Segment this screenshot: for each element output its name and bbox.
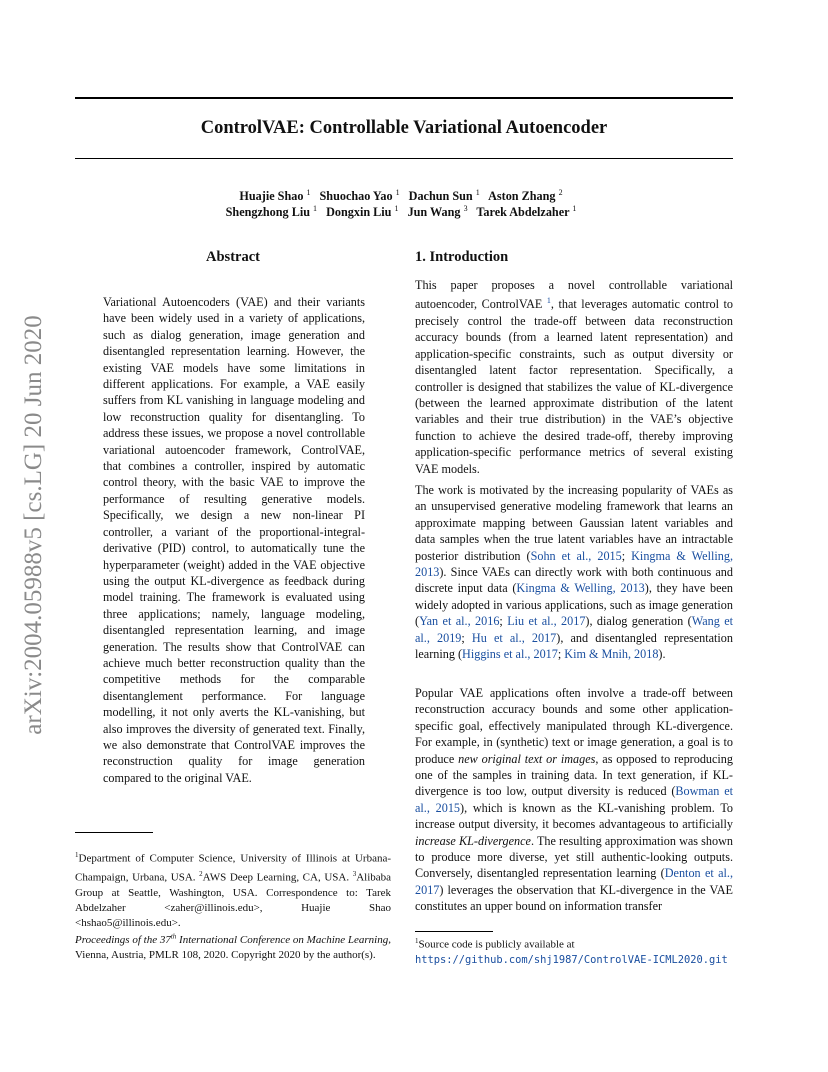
citation-link[interactable]: Denton et al., 2017 (415, 866, 733, 897)
citation-link[interactable]: Kingma & Welling, 2013 (516, 581, 645, 596)
author-affiliation-mark: 1 (394, 204, 399, 213)
footnote-text: Alibaba Group at Seattle, Washington, USA. Correspondence to: Tarek Abdelzaher <zaher@illinois.edu>, Huajie Shao <hshao5@illinois.edu>. (75, 871, 392, 930)
author-affiliation-mark: 1 (395, 188, 400, 197)
paragraph-text: ), they have been widely adopted in various applications, such as image generation ( (415, 581, 733, 629)
author-name: Shuochao Yao (319, 189, 393, 204)
footnote-text: Source code is publicly available at (418, 938, 575, 951)
paper-title: ControlVAE: Controllable Variational Autoencoder (200, 118, 608, 138)
paragraph-text: ), which is known as the KL-vanishing problem. To increase output diversity, it becomes advantageous to artificially (415, 800, 734, 832)
author-name: Huajie Shao (239, 189, 304, 204)
footnote-mark: 1 (75, 851, 79, 859)
citation-link[interactable]: Yan et al., 2016 (419, 614, 500, 629)
author-line-2 (75, 204, 733, 220)
author-name: Tarek Abdelzaher (476, 205, 570, 220)
citation-link[interactable]: Liu et al., 2017 (507, 614, 586, 629)
citation-link[interactable]: Sohn et al., 2015 (530, 548, 622, 563)
separator: ; (557, 647, 565, 662)
proceedings-note (75, 929, 391, 963)
paragraph-text: Popular VAE applications often involve a trade-off between reconstruction accuracy bounds and some other application-specific goal, effectively manipulated through KL-divergence. For example, in (synthetic) text or image generation, a goal is to produce (415, 686, 733, 766)
author-line-1 (75, 188, 733, 204)
citation-link[interactable]: Hu et al., 2017 (471, 630, 557, 645)
footnote-rule (75, 832, 153, 833)
proceedings-text: Proceedings of the (75, 933, 160, 946)
title-top-rule (75, 97, 733, 99)
author-name: Jun Wang (407, 205, 461, 220)
paragraph-text: . The resulting approximation was shown to produce more diverse, yet still authentic-looking outputs. Conversely, disentangled representation learning ( (415, 833, 733, 881)
author-affiliation-mark: 1 (572, 204, 577, 213)
proceedings-number: 37 (159, 933, 171, 946)
separator: ; (499, 614, 508, 629)
abstract-body: Variational Autoencoders (VAE) and their variants have been widely used in a variety of applications, such as dialog generation, image generation and disentangled representation learning. However, the existing VAE models have some limitations in different applications. For example, a VAE easily suffers from KL vanishing in language modeling and low reconstruction quality for disentangling. To address these issues, we propose a novel controllable variational autoencoder framework, ControlVAE, that combines a controller, inspired by automatic control theory, with the basic VAE to improve the performance of resulting generative models. Specifically, we design a new non-linear PI controller, a variant of the proportional-integral-derivative (PID) control, to automatically tune the hyperparameter (weight) added in the VAE objective using the output KL-divergence as feedback during model training. The framework is evaluated using three applications; namely, language modeling, disentangled representation learning, and image generation. The results show that ControlVAE can achieve much better reconstruction quality than the competitive methods for the comparable disentanglement performance. For language modelling, it not only averts the KL-vanishing, but also improves the diversity of generated text. Finally, we also demonstrate that ControlVAE improves the reconstruction quality for image generation compared to the original VAE. (103, 295, 365, 785)
paragraph-text: ). Since VAEs can directly work with both continuous and discrete input data ( (415, 565, 733, 596)
introduction-heading: 1. Introduction (415, 249, 509, 265)
citation-link[interactable]: Wang et al., 2019 (415, 614, 734, 645)
author-affiliation-mark: 1 (313, 204, 318, 213)
author-affiliation-mark: 2 (558, 188, 563, 197)
author-name: Dongxin Liu (326, 205, 392, 220)
proceedings-text: , Vienna, Austria, PMLR 108, 2020. Copyright 2020 by the author(s). (75, 933, 391, 961)
proceedings-text: International Conference on Machine Learning (176, 933, 389, 946)
footnote-mark: 2 (199, 869, 203, 878)
footnote-link[interactable]: 1 (546, 296, 551, 306)
intro-paragraph-1 (415, 277, 733, 477)
footnote-text: Department of Computer Science, University of Illinois at Urbana-Champaign, Urbana, USA. (75, 852, 391, 884)
intro-paragraph-3 (415, 685, 733, 915)
source-code-footnote (415, 934, 737, 969)
proceedings-ordinal: th (170, 932, 177, 940)
paragraph-text: , as opposed to reproducing one of the samples in training data. In text generation, if KL-divergence is too low, output diversity is reduced ( (415, 751, 733, 799)
intro-paragraph-2 (415, 482, 733, 662)
citation-link[interactable]: Kim & Mnih, 2018 (564, 647, 659, 662)
author-affiliation-mark: 1 (475, 188, 480, 197)
paragraph-text: , that leverages automatic control to precisely control the trade-off between data reconstruction accuracy bounds (from a learned latent representation) and application-specific constraints, such as output diversity or disentangled latent factor representation. Specifically, a controller is designed that stabilizes the value of KL-divergence (between the learned approximate distribution of the latent variables and their true distribution) in the VAE’s objective function to achieve the desired trade-off, thereby improving application-specific performance metrics of several existing VAE models. (415, 297, 733, 476)
author-affiliation-mark: 3 (463, 204, 468, 213)
title-bottom-rule (75, 158, 733, 159)
footnote-text: AWS Deep Learning, CA, USA. (202, 871, 353, 884)
paragraph-text: ), dialog generation ( (585, 614, 692, 629)
paragraph-text: The work is motivated by the increasing popularity of VAEs as an unsupervised generative modeling framework that learns an approximate mapping between Gaussian latent variables and data samples when the true latent variables have an intractable posterior distribution ( (415, 483, 733, 563)
affiliation-footnote (75, 848, 391, 931)
footnote-rule (415, 931, 493, 932)
emphasis-text: new original text or images (458, 751, 596, 766)
paragraph-text: ) leverages the observation that KL-divergence in the VAE constitutes an upper bound on information transfer (415, 882, 733, 914)
separator: ; (461, 630, 472, 645)
citation-link[interactable]: Higgins et al., 2017 (462, 647, 558, 662)
footnote-mark: 3 (352, 869, 357, 878)
author-name: Shengzhong Liu (225, 205, 310, 220)
paragraph-text: ). (658, 647, 666, 662)
paragraph-text: ), and disentangled representation learning ( (415, 630, 733, 662)
emphasis-text: increase KL-divergence (415, 833, 531, 848)
arxiv-watermark (14, 290, 54, 760)
separator: ; (621, 548, 632, 563)
citation-link[interactable]: Kingma & Welling, 2013 (415, 548, 733, 580)
paragraph-text: This paper proposes a novel controllable variational autoencoder, ControlVAE (415, 278, 733, 312)
source-code-link[interactable]: https://github.com/shj1987/ControlVAE-ICML2020.git (415, 954, 728, 967)
author-affiliation-mark: 1 (306, 188, 311, 197)
citation-link[interactable]: Bowman et al., 2015 (415, 784, 733, 815)
footnote-mark: 1 (415, 937, 419, 945)
author-name: Aston Zhang (488, 189, 556, 204)
author-name: Dachun Sun (408, 189, 473, 204)
abstract-heading: Abstract (206, 249, 260, 265)
arxiv-id: arXiv:2004.05988v5 [cs.LG] 20 Jun 2020 (20, 315, 47, 735)
